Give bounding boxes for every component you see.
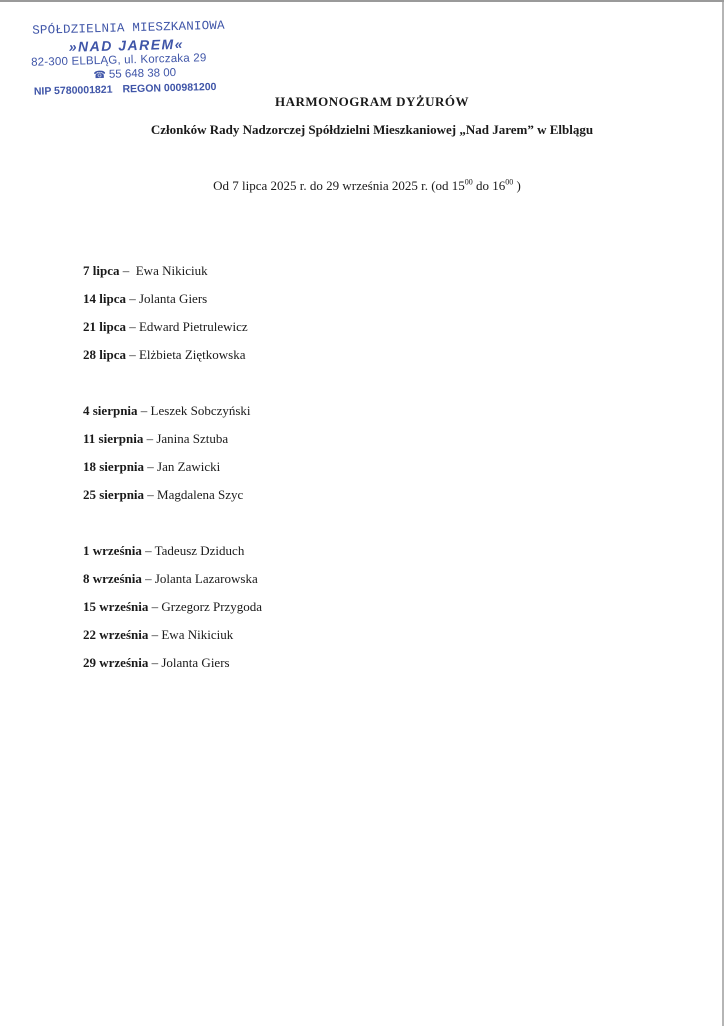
entry-person: Jolanta Giers xyxy=(138,291,208,306)
entry-person: Jolanta Lazarowska xyxy=(154,571,258,586)
entry-date: 4 sierpnia xyxy=(83,403,138,418)
entry-date: 8 września xyxy=(83,571,142,586)
cooperative-stamp xyxy=(22,14,242,98)
entry-separator: – xyxy=(148,655,162,670)
schedule-entry xyxy=(83,289,262,317)
phone-icon: ☎ xyxy=(93,69,107,82)
entry-date: 7 lipca xyxy=(83,263,120,278)
entry-separator: – xyxy=(141,571,155,586)
entry-separator: – xyxy=(148,599,162,614)
entry-person: Ewa Nikiciuk xyxy=(161,627,234,642)
entry-person: Leszek Sobczyński xyxy=(150,403,251,418)
entry-separator: – xyxy=(141,543,155,558)
period-end-minutes: 00 xyxy=(505,177,514,187)
schedule-entry xyxy=(83,457,262,485)
schedule-entry xyxy=(83,401,262,429)
entry-separator: – xyxy=(137,403,151,418)
entry-person: Jolanta Giers xyxy=(161,655,230,670)
entry-date: 28 lipca xyxy=(83,347,126,362)
entry-separator: – xyxy=(119,263,136,278)
schedule-entry xyxy=(83,317,262,345)
stamp-phone-number: 55 648 38 00 xyxy=(108,66,177,81)
stamp-address: 82-300 ELBLĄG, ul. Korczaka 29 xyxy=(30,52,207,69)
stamp-regon: REGON 000981200 xyxy=(122,80,217,96)
entry-date: 22 września xyxy=(83,627,149,642)
entry-date: 14 lipca xyxy=(83,291,126,306)
schedule-entry xyxy=(83,485,262,513)
period-text: Od 7 lipca 2025 r. do 29 września 2025 r. (od 15 xyxy=(213,178,465,193)
entry-date: 29 września xyxy=(83,655,149,670)
entry-person: Elżbieta Ziętkowska xyxy=(138,347,246,362)
entry-separator: – xyxy=(144,459,158,474)
document-title: HARMONOGRAM DYŻURÓW xyxy=(274,94,469,109)
entry-person: Janina Sztuba xyxy=(156,431,229,446)
schedule-entry xyxy=(83,541,262,569)
stamp-nip: NIP 5780001821 xyxy=(33,83,113,98)
entry-separator: – xyxy=(143,431,157,446)
schedule-entry xyxy=(83,625,262,653)
entry-date: 21 lipca xyxy=(83,319,126,334)
entry-separator: – xyxy=(148,627,162,642)
month-group-august xyxy=(83,401,262,513)
entry-date: 18 sierpnia xyxy=(83,459,145,474)
month-group-september xyxy=(83,541,262,681)
schedule-entry xyxy=(83,429,262,457)
schedule-entry xyxy=(83,261,262,289)
document-subtitle: Członków Rady Nadzorczej Spółdzielni Mieszkaniowej „Nad Jarem” w Elblągu xyxy=(150,122,594,137)
stamp-brand: »NAD JAREM« xyxy=(68,35,185,55)
period-middle: do 16 xyxy=(472,178,506,193)
entry-person: Ewa Nikiciuk xyxy=(135,263,208,278)
entry-person: Magdalena Szyc xyxy=(157,487,244,502)
stamp-phone xyxy=(93,67,176,81)
entry-date: 25 sierpnia xyxy=(83,487,145,502)
entry-separator: – xyxy=(125,291,139,306)
duty-schedule xyxy=(83,261,262,709)
schedule-entry xyxy=(83,653,262,681)
stamp-name: SPÓŁDZIELNIA MIESZKANIOWA xyxy=(32,18,225,38)
entry-person: Edward Pietrulewicz xyxy=(138,319,248,334)
entry-person: Grzegorz Przygoda xyxy=(161,599,263,614)
schedule-period xyxy=(0,178,724,194)
month-group-july xyxy=(83,261,262,373)
entry-person: Jan Zawicki xyxy=(157,459,221,474)
schedule-entry xyxy=(83,345,262,373)
entry-date: 15 września xyxy=(83,599,149,614)
entry-person: Tadeusz Dziduch xyxy=(154,543,245,558)
entry-date: 1 września xyxy=(83,543,142,558)
entry-date: 11 sierpnia xyxy=(83,431,144,446)
schedule-entry xyxy=(83,597,262,625)
schedule-entry xyxy=(83,569,262,597)
entry-separator: – xyxy=(125,319,139,334)
entry-separator: – xyxy=(144,487,158,502)
period-start-minutes: 00 xyxy=(464,177,473,187)
entry-separator: – xyxy=(125,347,139,362)
period-close: ) xyxy=(513,178,521,193)
